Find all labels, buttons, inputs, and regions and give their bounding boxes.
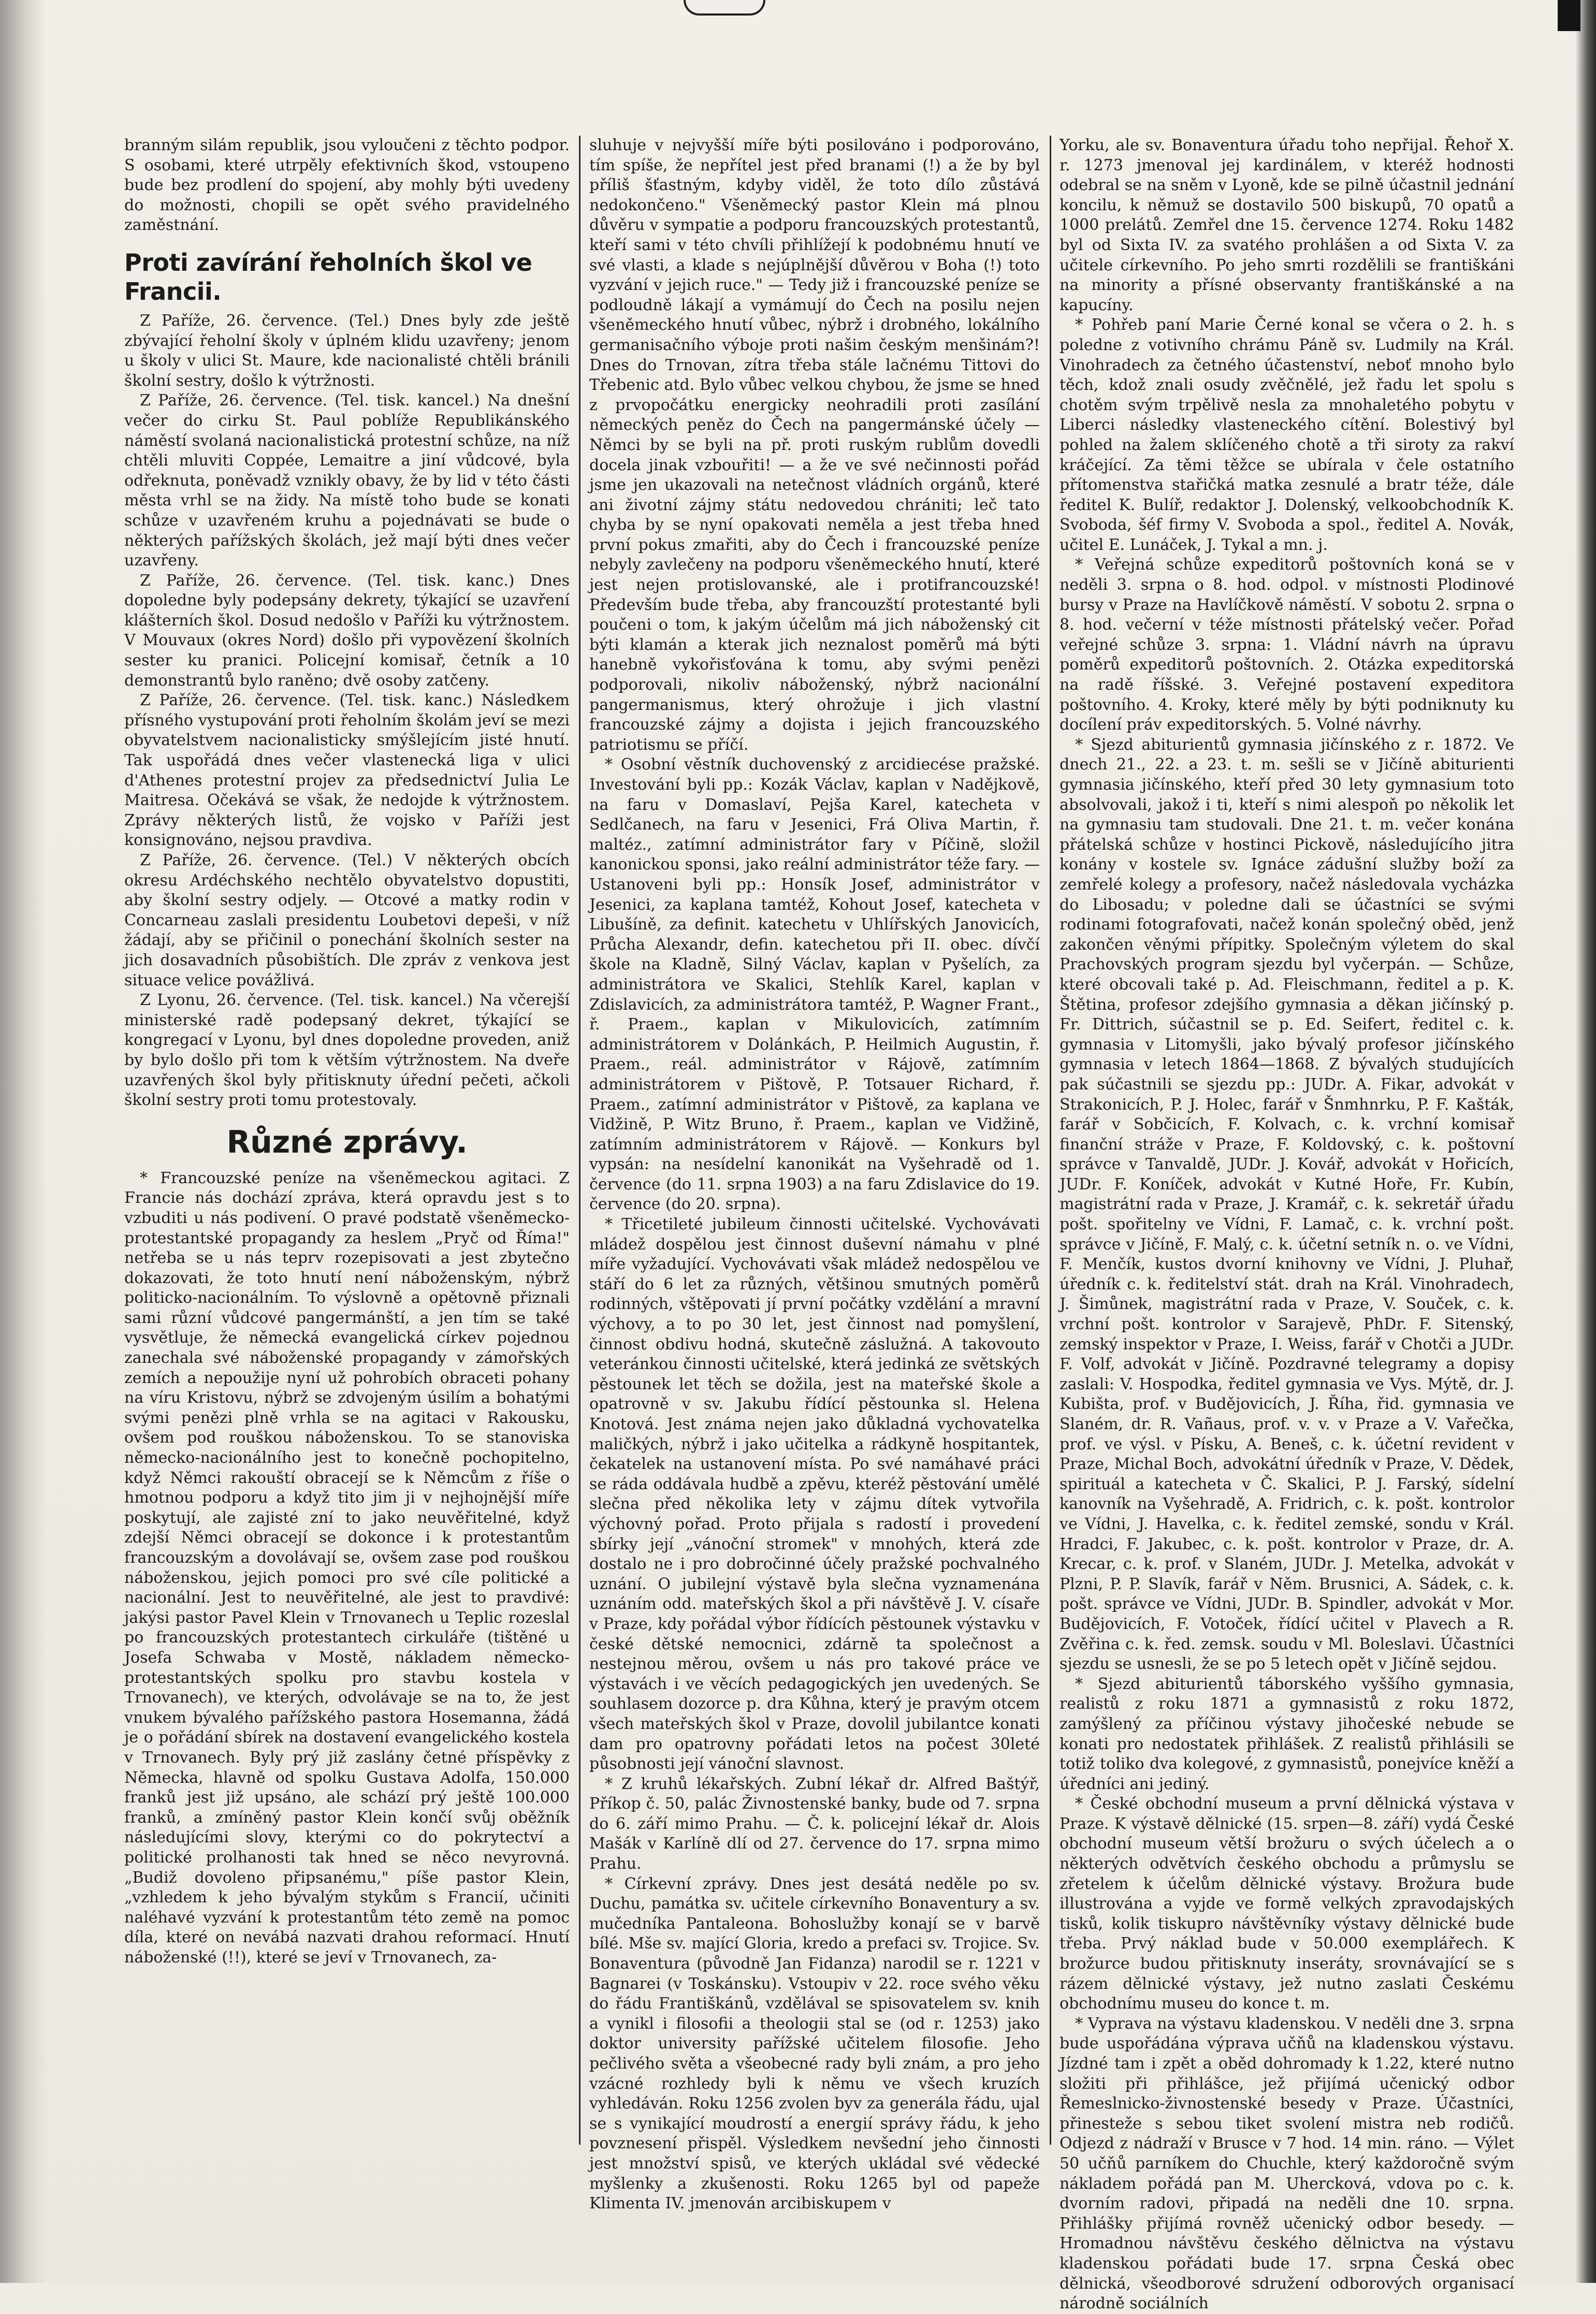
binding-notch	[684, 0, 765, 16]
news-item-paris-2: Z Paříže, 26. července. (Tel. tisk. kancel.) Na dnešní večer do cirku St. Paul poblíže Republikánského náměstí svolaná nacionalistická protestní schůze, na níž chtěli mluviti Coppée, Lemaitre a jiní vůdcové, byla odřeknuta, poněvadž vznikly obavy, že by lid v této části města vrhl se na židy. Na místě toho bude se konati schůze v uzavřeném kruhu a pojednávati se bude o některých pařížských školách, jež mají býti dnes večer uzavřeny.	[124, 391, 570, 570]
page-edge-shadow-left	[0, 0, 47, 2283]
news-item-jicin-reunion: * Sjezd abiturientů gymnasia jičínského z r. 1872. Ve dnech 21., 22. a 23. t. m. sešli se v Jičíně abiturienti gymnasia jičínského, kteří před 30 lety gymnasium toto absolvovali, jakož i ti, kteří s nimi alespoň po několik let na gymnasiu tam studovali. Dne 21. t. m. večer konána přátelská schůze v hostinci Pickově, následujícího jitra konány v kostele sv. Ignáce zádušní služby boží za zemřelé kolegy a profesory, načež následovala vycházka do Libosadu; v poledne dali se účastníci se svými rodinami fotografovati, načež konán společný oběd, jenž zakončen věnými přípitky. Společným výletem do skal Prachovských program sjezdu byl vyčerpán. — Schůze, které obcovali také p. Ad. Fleischmann, ředitel a p. K. Štětina, profesor zdejšího gymnasia a děkan jičínský p. Fr. Dittrich, súčastnil se p. Ed. Seifert, ředitel c. k. gymnasia v Litomyšli, jako bývalý profesor jičínského gymnasia v letech 1864—1868. Z bývalých studujících pak súčastnili se sjezdu pp.: JUDr. A. Fikar, advokát v Strakonicích, P. J. Holec, farář v Šnmhnrku, P. F. Kašták, farář v Sobčicích, F. Kolvach, c. k. vrchní komisař finanční stráže v Praze, F. Koldovský, c. k. poštovní správce v Tanvaldě, JUDr. J. Kovář, advokát v Hořicích, JUDr. F. Koníček, advokát v Kutné Hoře, Fr. Kubín, magistrátní rada v Praze, J. Kramář, c. k. sekretář úřadu pošt. spořitelny ve Vídni, F. Lamač, c. k. vrchní pošt. správce v Jičíně, F. Malý, c. k. účetní setník n. o. ve Vídni, F. Menčík, kustos dvorní knihovny ve Vídni, J. Pluhař, úředník c. k. ředitelství stát. drah na Král. Vinohradech, J. Šimůnek, magistrátní rada v Praze, V. Souček, c. k. vrchní pošt. kontrolor v Sarajevě, PhDr. F. Sitenský, zemský inspektor v Praze, I. Weiss, farář v Chotči a JUDr. F. Volf, advokát v Jičíně. Pozdravné telegramy a dopisy zaslali: V. Hospodka, ředitel gymnasia ve Vys. Mýtě, dr. J. Kubišta, prof. v Budějovicích, J. Říha, řid. gymnasia ve Slaném, dr. R. Vañaus, prof. v. v. v Praze a V. Vařečka, prof. ve výsl. v Písku, A. Beneš, c. k. účetní revident v Praze, Michal Boch, advokátní úředník v Praze, V. Dědek, spirituál a katecheta v Č. Skalici, P. J. Farský, sídelní kanovník na Vyšehradě, A. Fridrich, c. k. pošt. kontrolor ve Vídni, J. Havelka, c. k. ředitel zemské, sondu v Král. Hradci, F. Jakubec, c. k. pošt. kontrolor v Praze, dr. A. Krecar, c. k. prof. v Slaném, JUDr. J. Metelka, advokát v Plzni, P. P. Slavík, farář v Něm. Brusnici, A. Sádek, c. k. pošt. správce ve Vídni, JUDr. B. Spindler, advokát v Mor. Budějovicích, F. Votoček, řídící učitel v Plavech a R. Zvěřina c. k. řed. zemsk. soudu v Ml. Boleslavi. Účastníci sjezdu se usnesli, že se po 5 letech opět v Jičíně sejdou.	[1060, 735, 1514, 1673]
column-2	[589, 136, 1040, 2213]
news-item-clergy: * Osobní věstník duchovenský z arcidiecése pražské. Investování byli pp.: Kozák Václav, kaplan v Nadějkově, na faru v Domaslaví, Pejša Karel, katecheta v Sedlčanech, na faru v Jesenici, Frá Oliva Martin, ř. maltéz., zatímní administrátor fary v Píčině, složil kanonickou sponsi, jako reální administrátor téže fary. — Ustanoveni byli pp.: Honsík Josef, administrátor v Jesenici, za kaplana tamtéž, Kohout Josef, katecheta v Libušíně, za definit. katechetu v Uhlířských Janovicích, Průcha Alexandr, defin. katechetou při II. obec. dívčí škole na Kladně, Silný Václav, kaplan v Pyšelích, za administrátora ve Skalici, Stehlík Karel, kaplan v Zdislavicích, za administrátora tamtéž, P. Wagner Frant., ř. Praem., kaplan v Mikulovicích, zatímním administrátorem v Dolánkách, P. Heilmich Augustin, ř. Praem., reál. administrátor v Rájově, zatímním administrátorem v Pištově, P. Totsauer Richard, ř. Praem., zatímní administrátor v Pištově, za kaplana ve Vidžině, P. Witz Bruno, ř. Praem., kaplan ve Vidžině, zatímním administrátorem v Rájově. — Konkurs byl vypsán: na nesídelní kanonikát na Vyšehradě od 1. července (do 11. srpna 1903) a na faru Zdislavice do 19. července (do 20. srpna).	[589, 755, 1040, 1214]
news-item-museum-exhibition: * České obchodní museum a první dělnická výstava v Praze. K výstavě dělnické (15. srpen—8. září) vydá České obchodní museum větší brožuru o svých účelech a o některých odvětvích českého obchodu a průmyslu se zřetelem k účelům dělnické výstavy. Brožura bude illustrována a vyjde ve formě velkých zpravodajských tisků, kolik tiskupro návštěvníky výstavy dělnické bude třeba. Prvý náklad bude v 50.000 exemplářech. K brožurce budou přitisknuty inseráty, srovnávající se s rázem dělnické výstavy, jež nutno zaslati Českému obchodnímu museu do konce t. m.	[1060, 1795, 1514, 2013]
news-item-funeral: * Pohřeb paní Marie Černé konal se včera o 2. h. s poledne z votivního chrámu Páně sv. Ludmily na Král. Vinohradech za četného účastenství, neboť mnoho bylo těch, kdož znali osudy zvěčnělé, jež řadu let spolu s chotěm svým trpělivě nesla za mnohaletého pobytu v Liberci následky vlasteneckého cítění. Bolestivý byl pohled na žalem sklíčeného chotě a tři siroty za rakví kráčející. Za těmi těžce se ubírala v čele ostatního přítomenstva stařičká matka zesnulé a bratr téže, dále ředitel K. Bulíř, redaktor J. Dolenský, velkoobchodník K. Svoboda, šéf firmy V. Svoboda a spol., ředitel A. Novák, učitel E. Lunáček, J. Tykal a mn. j.	[1060, 316, 1514, 554]
section-heading-various-news: Různé zprávy.	[226, 1124, 468, 1160]
article-continuation: Yorku, ale sv. Bonaventura úřadu toho nepřijal. Řehoř X. r. 1273 jmenoval jej kardinálem, v kteréž hodnosti odebral se na sněm v Lyoně, kde se pilně účastnil jednání koncilu, k němuž se dostavilo 500 biskupů, 70 opatů a 1000 prelátů. Zemřel dne 15. července 1274. Roku 1482 byl od Sixta IV. za svatého prohlášen a od Sixta V. za učitele církevního. Po jeho smrti rozdělili se františkáni na minority a přísné observanty františkánské a na kapucíny.	[1060, 136, 1514, 314]
corner-mark	[1558, 0, 1580, 31]
news-item-tabor-reunion: * Sjezd abiturientů táborského vyššího gymnasia, realistů z roku 1871 a gymnasistů z roku 1872, zamýšlený za příčinou výstavy jihočeské nebude se konati pro nedostatek přihlášek. Z realistů přihlásili se totiž toliko dva kolegové, z gymnasistů, ponejvíce kněží a úředníci ani jediný.	[1060, 1675, 1514, 1793]
news-item-church: * Církevní zprávy. Dnes jest desátá neděle po sv. Duchu, památka sv. učitele církevního Bonaventury a sv. mučedníka Pantaleona. Bohoslužby konají se v barvě bílé. Mše sv. mající Gloria, kredo a prefaci sv. Trojice. Sv. Bonaventura (původně Jan Fidanza) narodil se r. 1221 v Bagnarei (v Toskánsku). Vstoupiv v 22. roce svého věku do řádu Františkánů, vzdělával se spisovatelem sv. knih a vynikl i filosofii a theologii stal se (od r. 1253) jako doktor university pařížské učitelem filosofie. Jeho pečlivého světa a všeobecné rady byli znám, a pro jeho vzácné rozhledy byli k němu ve všech kruzích vyhledáván. Roku 1256 zvolen byv za generála řádu, ujal se s vynikající moudrostí a energií správy řádu, k jeho povznesení přispěl. Výsledkem nevšední jeho činnosti jest množství spisů, ve kterých ukládal své vědecké myšlenky a zkušenosti. Roku 1265 byl od papeže Klimenta IV. jmenován arcibiskupem v	[589, 1874, 1040, 2213]
news-item-paris-1: Z Paříže, 26. července. (Tel.) Dnes byly zde ještě zbývající řeholní školy v úplném klidu uzavřeny; jenom u školy v ulici St. Maure, kde nacionalisté chtěli bránili školní sestry, došlo k výtržnosti.	[124, 311, 570, 390]
news-item-lyon: Z Lyonu, 26. července. (Tel. tisk. kancel.) Na včerejší ministerské radě podepsaný dekret, týkající se kongregací v Lyonu, byl dnes dopoledne proveden, aniž by bylo došlo při tom k větším výtržnostem. Na dveře uzavřených škol byly přitisknuty úřední pečeti, ačkoli školní sestry proti tomu protestovaly.	[124, 991, 570, 1110]
news-item-postal-meeting: * Veřejná schůze expeditorů poštovních koná se v neděli 3. srpna o 8. hod. odpol. v místnosti Plodinové bursy v Praze na Havlíčkově náměstí. V sobotu 2. srpna o 8. hod. večerní v téže místnosti přátelský večer. Pořad veřejné schůze 3. srpna: 1. Vládní návrh na úpravu poměrů expeditorů poštovních. 2. Otázka expeditorská na radě říšské. 3. Veřejné postavení expeditora poštovního. 4. Kroky, které měly by býti podniknuty ku docílení práv expeditorských. 5. Volné návrhy.	[1060, 556, 1514, 734]
article-continuation: sluhuje v nejvyšší míře býti posilováno i podporováno, tím spíše, že nepřítel jest před branami (!) a že by byl příliš šťastným, kdyby viděl, že toto dílo zůstává nedokončeno." Všeněmecký pastor Klein má plnou důvěru v sympatie a podporu francouzských protestantů, kteří sami v této chvíli přihlížejí k podobnému hnutí ve své vlasti, a klade s nejúplnější důvěrou v Boha (!) toto vyzvání v jejich ruce." — Tedy již i francouzské peníze se podloudně lákají a vymámují do Čech na posilu nejen všeněmeckého hnutí vůbec, nýbrž i drobného, lokálního germanisačního výboje proti našim českým menšinám?! Dnes do Trnovan, zítra třeba stále lačnému Tittovi do Třebenic atd. Bylo vůbec velkou chybou, že jsme se hned z prvopočátku energicky neohradili proti zasílání německých peněz do Čech na pangermánské účely — Němci by se byli na př. proti ruským rublům dovedli docela jinak vzbouřiti! — a že ve své nečinnosti pořád jsme jen ukazovali na netečnost vládních orgánů, které ani životní zájmy státu nedovedou chrániti; leč tato chyba by se nyní opakovati neměla a jest třeba hned první pokus zmařiti, aby do Čech i francouzské peníze nebyly zavlečeny na podporu všeněmeckého hnutí, které jest nejen protislovanské, ale i protifrancouzské! Především bude třeba, aby francouzští protestanté byli poučeni o tom, k jakým účelům má jich náboženský cit býti klamán a kterak jich neznalost poměrů má býti hanebně vykořisťována k tomu, aby svými penězi podporovali, nikoliv náboženský, nýbrž nacionální pangermanismus, který ohrožuje i jich vlastní francouzské zájmy a dojista i jejich francouzského patriotismu se příčí.	[589, 136, 1040, 754]
column-rule-1	[579, 136, 581, 2145]
headline-schools-france: Proti zavírání řeholních škol ve Francii.	[124, 248, 532, 305]
column-3	[1060, 136, 1514, 2313]
page-edge-shadow-right	[1575, 0, 1596, 2283]
news-item-paris-3: Z Paříže, 26. července. (Tel. tisk. kanc.) Dnes dopoledne byly podepsány dekrety, týkající se uzavření klášterních škol. Dosud nedošlo v Paříži ku výtržnostem. V Mouvaux (okres Nord) došlo při vypovězení školních sester ku pranici. Policejní komisař, četník a 10 demonstrantů bylo raněno; dvě osoby zatčeny.	[124, 571, 570, 690]
news-item-french-money: * Francouzské peníze na všeněmeckou agitaci. Z Francie nás dochází zpráva, která opravdu jest s to vzbuditi u nás podivení. O pravé podstatě všeněmecko-protestantské propagandy za heslem „Pryč od Říma!" netřeba se u nás teprv rozepisovati a jest zbytečno dokazovati, že toto hnutí není náboženským, nýbrž politicko-nacionálním. To výslovně a opětovně přiznali sami různí vůdcové pangermánští, a jen tím se také vysvětluje, že německá evangelická církev pojednou zanechala své náboženské propagandy v zámořských zemích a nepoužije nyní už pohrobích obraceti pohany na víru Kristovu, nýbrž se zdvojeným úsilím a bohatými svými penězi plně vrhla se na agitaci v Rakousku, ovšem pod rouškou náboženskou. To se stanoviska německo-nacionálního jest to konečně pochopitelno, když Němci rakouští obracejí se k Němcům z říše o hmotnou podporu a když tito jim ji v nejhojnější míře poskytují, ale zajisté zní to jako neuvěřitelné, když zdejší Němci obracejí se dokonce i k protestantům francouzským a dovolávají se, ovšem zase pod rouškou náboženskou, jejich pomoci pro své cíle politické a nacionální. Jest to neuvěřitelné, ale jest to pravdivé: jakýsi pastor Pavel Klein v Trnovanech u Teplic rozeslal po francouzských protestantech cirkuláře (tištěné u Josefa Schwaba v Mostě, nákladem německo-protestantských spolku pro stavbu kostela v Trnovanech), ve kterých, odvolávaje se na to, že jest vnukem bývalého pařížského pastora Hosemanna, žádá je o pořádání sbírek na dostavení evangelického kostela v Trnovanech. Byly prý již zaslány četné příspěvky z Německa, hlavně od spolku Gustava Adolfa, 150.000 franků jest již upsáno, ale schází prý ještě 100.000 franků, a zmíněný pastor Klein končí svůj oběžník následujícími slovy, kterými co do pokrytectví a politické prolhanosti tak hned se něco nevyrovná. „Budiž dovoleno připsanému," píše pastor Klein, „vzhledem k jeho bývalým stykům s Francií, učiniti naléhavé vyzvání k protestantům této země na pomoc díla, které on nevábá nazvati drahou reformací. Hnutí náboženské (!!), které se jeví v Trnovanech, za-	[124, 1169, 570, 1967]
news-item-jubilee: * Třicetileté jubileum činnosti učitelské. Vychovávati mládež dospělou jest činnost duševní námahu v plné míře vyžadující. Vychovávati však mládež nedospělou ve stáří do 6 let za různých, většinou smutných poměrů rodinných, vštěpovati jí první počátky vzdělání a mravní výchovy, a to po 30 let, jest činnost nad pomyšlení, činnost obdivu hodná, skutečně záslužná. A takovouto veteránkou činnosti učitelské, která jedinká ze světských pěstounek let těch se dožila, jest na mateřské škole a opatrovně v sv. Jakubu řídící pěstounka sl. Helena Knotová. Jest známa nejen jako důkladná vychovatelka maličkých, nýbrž i jako učitelka a rádkyně hospitantek, čekatelek na ustanovení místa. Po své namáhavé práci se ráda oddávala hudbě a zpěvu, kteréž pěstování umělé slečna před několika lety v zájmu dítek vytvořila výchovný pořad. Proto přijala s radostí i provedení sbírky její „vánoční stromek" v mnohých, která zde dostalo ne i pro dobročinné účely pražské pochvalného uznání. O jubilejní výstavě byla slečna vyznamenána uznáním odd. mateřských škol a při návštěvě J. V. císaře v Praze, kdy pořádal výbor řídících pěstounek výstavku v české dětské nemocnici, zdárně ta společnost a nestejnou měrou, ovšem u nás pro takové práce ve výstavách i ve věcích pedagogických jen uvedených. Se souhlasem dozorce p. dra Kůhna, který je pravým otcem všech mateřských škol v Praze, dovolil jubilantce konati dam pro opatrovny pořádati letos na počest 30leté působnosti její vánoční slavnost.	[589, 1215, 1040, 1773]
article-continuation: branným silám republik, jsou vyloučeni z těchto podpor. S osobami, které utrpěly efektivních škod, vstoupeno bude bez prodlení do spojení, aby mohly býti uvedeny do možnosti, chopili se opět svého pravidelného zaměstnání.	[124, 136, 570, 235]
news-item-paris-5: Z Paříže, 26. července. (Tel.) V některých obcích okresu Ardéchského nechtělo obyvatelstvo dopustiti, aby školní sestry odjely. — Otcové a matky rodin v Concarneau zaslali presidentu Loubetovi depeši, v níž žádají, aby se přičinil o ponechání školních sester na jich dosavadních působištích. Dle zpráv z venkova jest situace velice povážlivá.	[124, 851, 570, 989]
news-item-paris-4: Z Paříže, 26. července. (Tel. tisk. kanc.) Následkem přísného vystupování proti řeholním školám jeví se mezi obyvatelstvem nacionalisticky smýšlejícím jisté hnutí. Tak uspořádá dnes večer vlastenecká liga v ulici d'Athenes protestní projev za předsednictví Julia Le Maitresa. Očekává se však, že nedojde k výtržnostem. Zprávy některých listů, že vojsko v Paříži jest konsignováno, nejsou pravdiva.	[124, 691, 570, 850]
news-item-doctors: * Z kruhů lékařských. Zubní lékař dr. Alfred Baštýř, Příkop č. 50, palác Živnostenské banky, bude od 7. srpna do 6. září mimo Prahu. — Č. k. policejní lékař dr. Alois Mašák v Karlíně dlí od 27. července do 17. srpna mimo Prahu.	[589, 1774, 1040, 1873]
column-rule-2	[1050, 136, 1051, 2145]
news-item-kladno-trip: * Vyprava na výstavu kladenskou. V neděli dne 3. srpna bude uspořádána výprava učňů na kladenskou výstavu. Jízdné tam i zpět a oběd dohromady k 1.22, které nutno složiti při přihlášce, jež přijímá učenický odbor Řemeslnicko-živnostenské besedy v Praze. Účastníci, přinesteže s sebou tiket svolení mistra neb rodičů. Odjezd z nádraží v Brusce v 7 hod. 14 min. ráno. — Výlet 50 učňů parníkem do Chuchle, který každoročně svým nákladem pořádá pan M. Uhercková, vdova po c. k. dvorním radovi, připadá na neděli dne 10. srpna. Přihlášky přijímá rovněž učenický odbor besedy. — Hromadnou návštěvu českého dělnictva na výstavu kladenskou pořádati bude 17. srpna Česká obec dělnická, všeodborové sdružení odborových organisací národně sociálních	[1060, 2014, 1514, 2313]
column-1	[124, 136, 570, 2155]
